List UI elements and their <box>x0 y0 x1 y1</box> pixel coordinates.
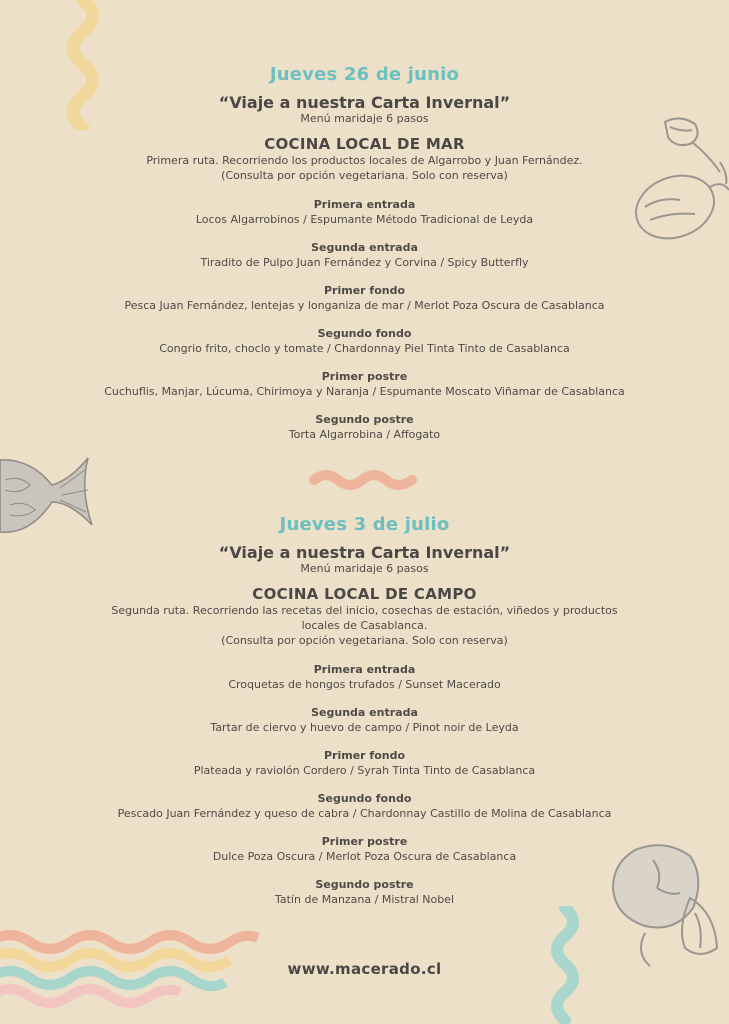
course-item <box>0 749 729 778</box>
menu-title: “Viaje a nuestra Carta Invernal” <box>218 543 511 562</box>
course-label: Segundo postre <box>315 413 414 426</box>
course-label: Segunda entrada <box>311 706 418 719</box>
course-label: Primera entrada <box>313 663 416 676</box>
course-item <box>0 241 729 270</box>
menu-subtitle: Menú maridaje 6 pasos <box>300 112 429 125</box>
course-item <box>0 663 729 692</box>
course-description: Tartar de ciervo y huevo de campo / Pinot noir de Leyda <box>210 721 519 734</box>
course-item <box>0 327 729 356</box>
course-description: Pesca Juan Fernández, lentejas y longaniza de mar / Merlot Poza Oscura de Casablanca <box>124 299 605 312</box>
course-item <box>0 370 729 399</box>
course-description: Dulce Poza Oscura / Merlot Poza Oscura de Casablanca <box>212 850 517 863</box>
description-line: Segunda ruta. Recorriendo las recetas del inicio, cosechas de estación, viñedos y productos <box>111 604 618 617</box>
menu-block-junio <box>0 64 729 442</box>
course-description: Tiradito de Pulpo Juan Fernández y Corvina / Spicy Butterfly <box>200 256 529 269</box>
event-date: Jueves 3 de julio <box>279 514 450 535</box>
description-line: locales de Casablanca. <box>301 619 428 632</box>
menu-block-julio <box>0 514 729 907</box>
menu-title: “Viaje a nuestra Carta Invernal” <box>218 93 511 112</box>
salmon-wave-divider <box>308 466 418 494</box>
course-item <box>0 878 729 907</box>
course-label: Segundo fondo <box>317 327 412 340</box>
course-description: Tatín de Manzana / Mistral Nobel <box>274 893 455 906</box>
course-label: Primera entrada <box>313 198 416 211</box>
course-description: Pescado Juan Fernández y queso de cabra / Chardonnay Castillo de Molina de Casablanca <box>117 807 612 820</box>
course-label: Primer fondo <box>323 749 406 762</box>
course-item <box>0 792 729 821</box>
course-description: Plateada y raviolón Cordero / Syrah Tinta Tinto de Casablanca <box>193 764 536 777</box>
website-link[interactable]: www.macerado.cl <box>287 960 442 978</box>
course-label: Segunda entrada <box>311 241 418 254</box>
course-item <box>0 284 729 313</box>
course-description: Cuchuflis, Manjar, Lúcuma, Chirimoya y Naranja / Espumante Moscato Viñamar de Casablanca <box>104 385 625 398</box>
section-description <box>0 603 729 648</box>
course-description: Torta Algarrobina / Affogato <box>288 428 441 441</box>
course-label: Primer fondo <box>323 284 406 297</box>
description-line: Primera ruta. Recorriendo los productos locales de Algarrobo y Juan Fernández. <box>146 154 583 167</box>
course-item <box>0 198 729 227</box>
course-item <box>0 413 729 442</box>
menu-subtitle: Menú maridaje 6 pasos <box>300 562 429 575</box>
description-line: (Consulta por opción vegetariana. Solo con reserva) <box>221 634 508 647</box>
course-label: Primer postre <box>321 835 408 848</box>
section-heading: COCINA LOCAL DE MAR <box>264 135 465 153</box>
course-item <box>0 835 729 864</box>
course-label: Primer postre <box>321 370 408 383</box>
course-label: Segundo postre <box>315 878 414 891</box>
event-date: Jueves 26 de junio <box>269 64 460 85</box>
course-item <box>0 706 729 735</box>
section-heading: COCINA LOCAL DE CAMPO <box>252 585 477 603</box>
section-description <box>0 153 729 183</box>
course-description: Croquetas de hongos trufados / Sunset Macerado <box>228 678 501 691</box>
course-description: Congrio frito, choclo y tomate / Chardonnay Piel Tinta Tinto de Casablanca <box>159 342 570 355</box>
course-label: Segundo fondo <box>317 792 412 805</box>
course-description: Locos Algarrobinos / Espumante Método Tradicional de Leyda <box>195 213 534 226</box>
description-line: (Consulta por opción vegetariana. Solo con reserva) <box>221 169 508 182</box>
